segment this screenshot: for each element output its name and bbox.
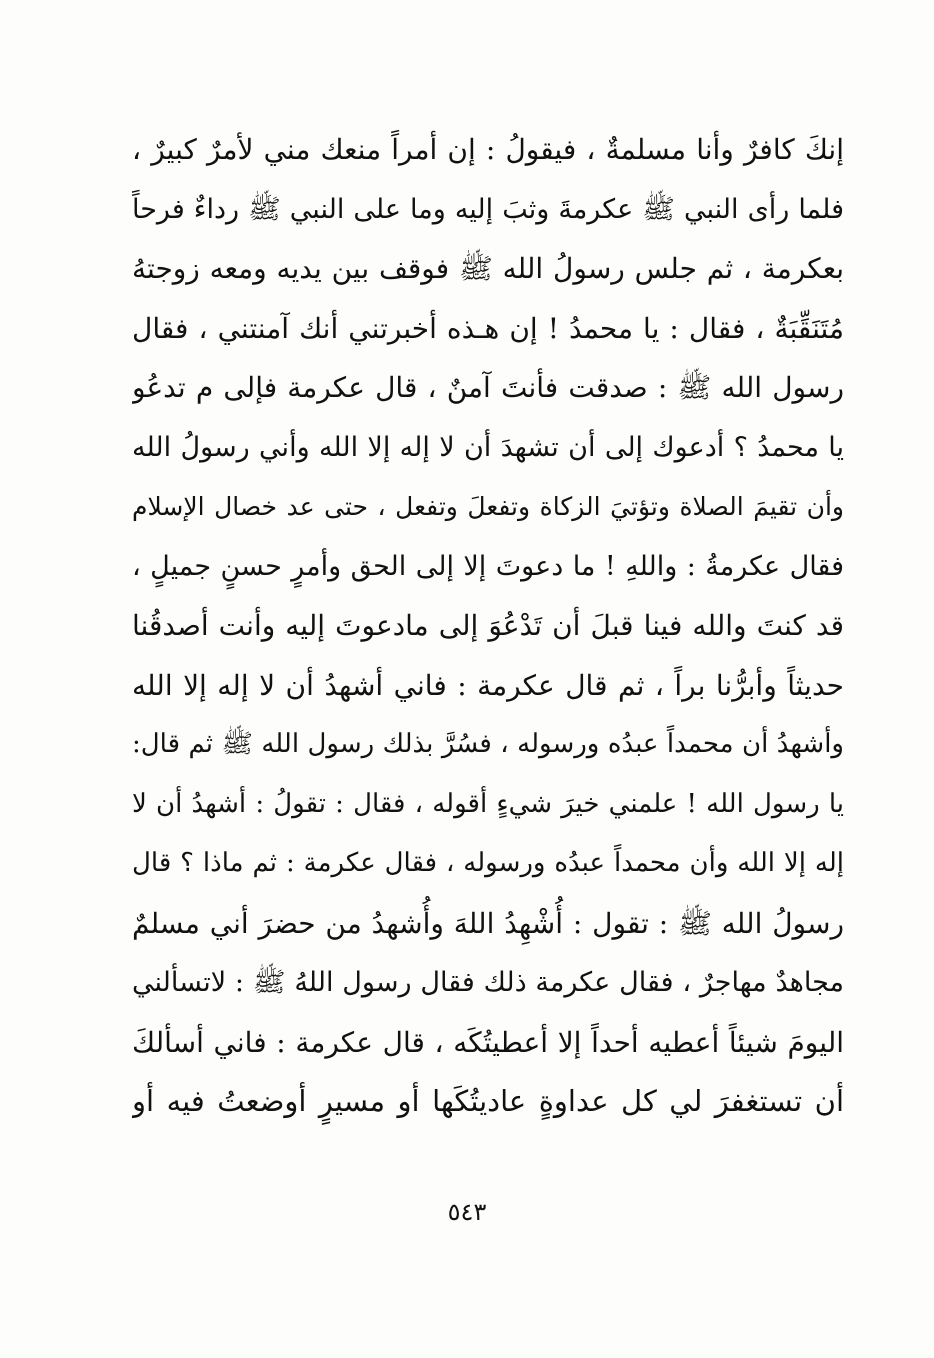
text-line: فلما رأى النبي ﷺ عكرمةَ وثبَ إليه وما على النبي ﷺ رداءٌ فرحاً: [132, 193, 844, 225]
text-line: أن تستغفرَ لي كل عداوةٍ عاديتُكَها أو مسيرٍ أوضعتُ فيه أو: [132, 1084, 844, 1118]
text-line: رسولُ الله ﷺ : تقول : أُشْهِدُ اللهَ وأُشهدُ من حضرَ أني مسلمٌ: [132, 906, 844, 940]
text-line: يا رسول الله ! علمني خيرَ شيءٍ أقوله ، فقال : تقولُ : أشهدُ أن لا: [132, 788, 844, 819]
text-line: بعكرمة ، ثم جلس رسولُ الله ﷺ فوقف بين يديه ومعه زوجتهُ: [132, 252, 844, 285]
text-line: حديثاً وأبرُّنا براً ، ثم قال عكرمة : فاني أشهدُ أن لا إله إلا الله: [132, 668, 844, 702]
body-text: [132, 120, 844, 1132]
text-line: يا محمدُ ؟ أدعوك إلى أن تشهدَ أن لا إله إلا الله وأني رسولُ الله: [132, 431, 844, 463]
text-line: اليومَ شيئاً أعطيه أحداً إلا أعطيتُكَه ، قال عكرمة : فاني أسألكَ: [132, 1025, 844, 1059]
text-line: مُتَنَقِّبَةٌ ، فقال : يا محمدُ ! إن هـذه أخبرتني أنك آمنتني ، فقال: [132, 311, 844, 345]
text-line: رسول الله ﷺ : صدقت فأنتَ آمنٌ ، قال عكرمة فإلى م تدعُو: [132, 371, 844, 404]
text-line: وأن تقيمَ الصلاة وتؤتيَ الزكاة وتفعلَ وتفعل ، حتى عد خصال الإسلام: [132, 492, 844, 521]
text-line: مجاهدٌ مهاجرٌ ، فقال عكرمة ذلك فقال رسول اللهُ ﷺ : لاتسألني: [132, 967, 844, 998]
text-line: إنكَ كافرٌ وأنا مسلمةٌ ، فيقولُ : إن أمراً منعك مني لأمرٌ كبيرٌ ،: [132, 133, 844, 166]
page-number: ٥٤٣: [447, 1198, 487, 1226]
text-line: فقال عكرمةُ : واللهِ ! ما دعوتَ إلا إلى الحق وأمرٍ حسنٍ جميلٍ ،: [132, 550, 844, 582]
text-line: وأشهدُ أن محمداً عبدُه ورسوله ، فسُرَّ بذلك رسول الله ﷺ ثم قال:: [132, 729, 844, 759]
text-line: قد كنتَ والله فينا قبلَ أن تَدْعُوَ إلى مادعوتَ إليه وأنت أصدقُنا: [132, 609, 844, 642]
text-line: إله إلا الله وأن محمداً عبدُه ورسوله ، فقال عكرمة : ثم ماذا ؟ قال: [132, 848, 844, 878]
